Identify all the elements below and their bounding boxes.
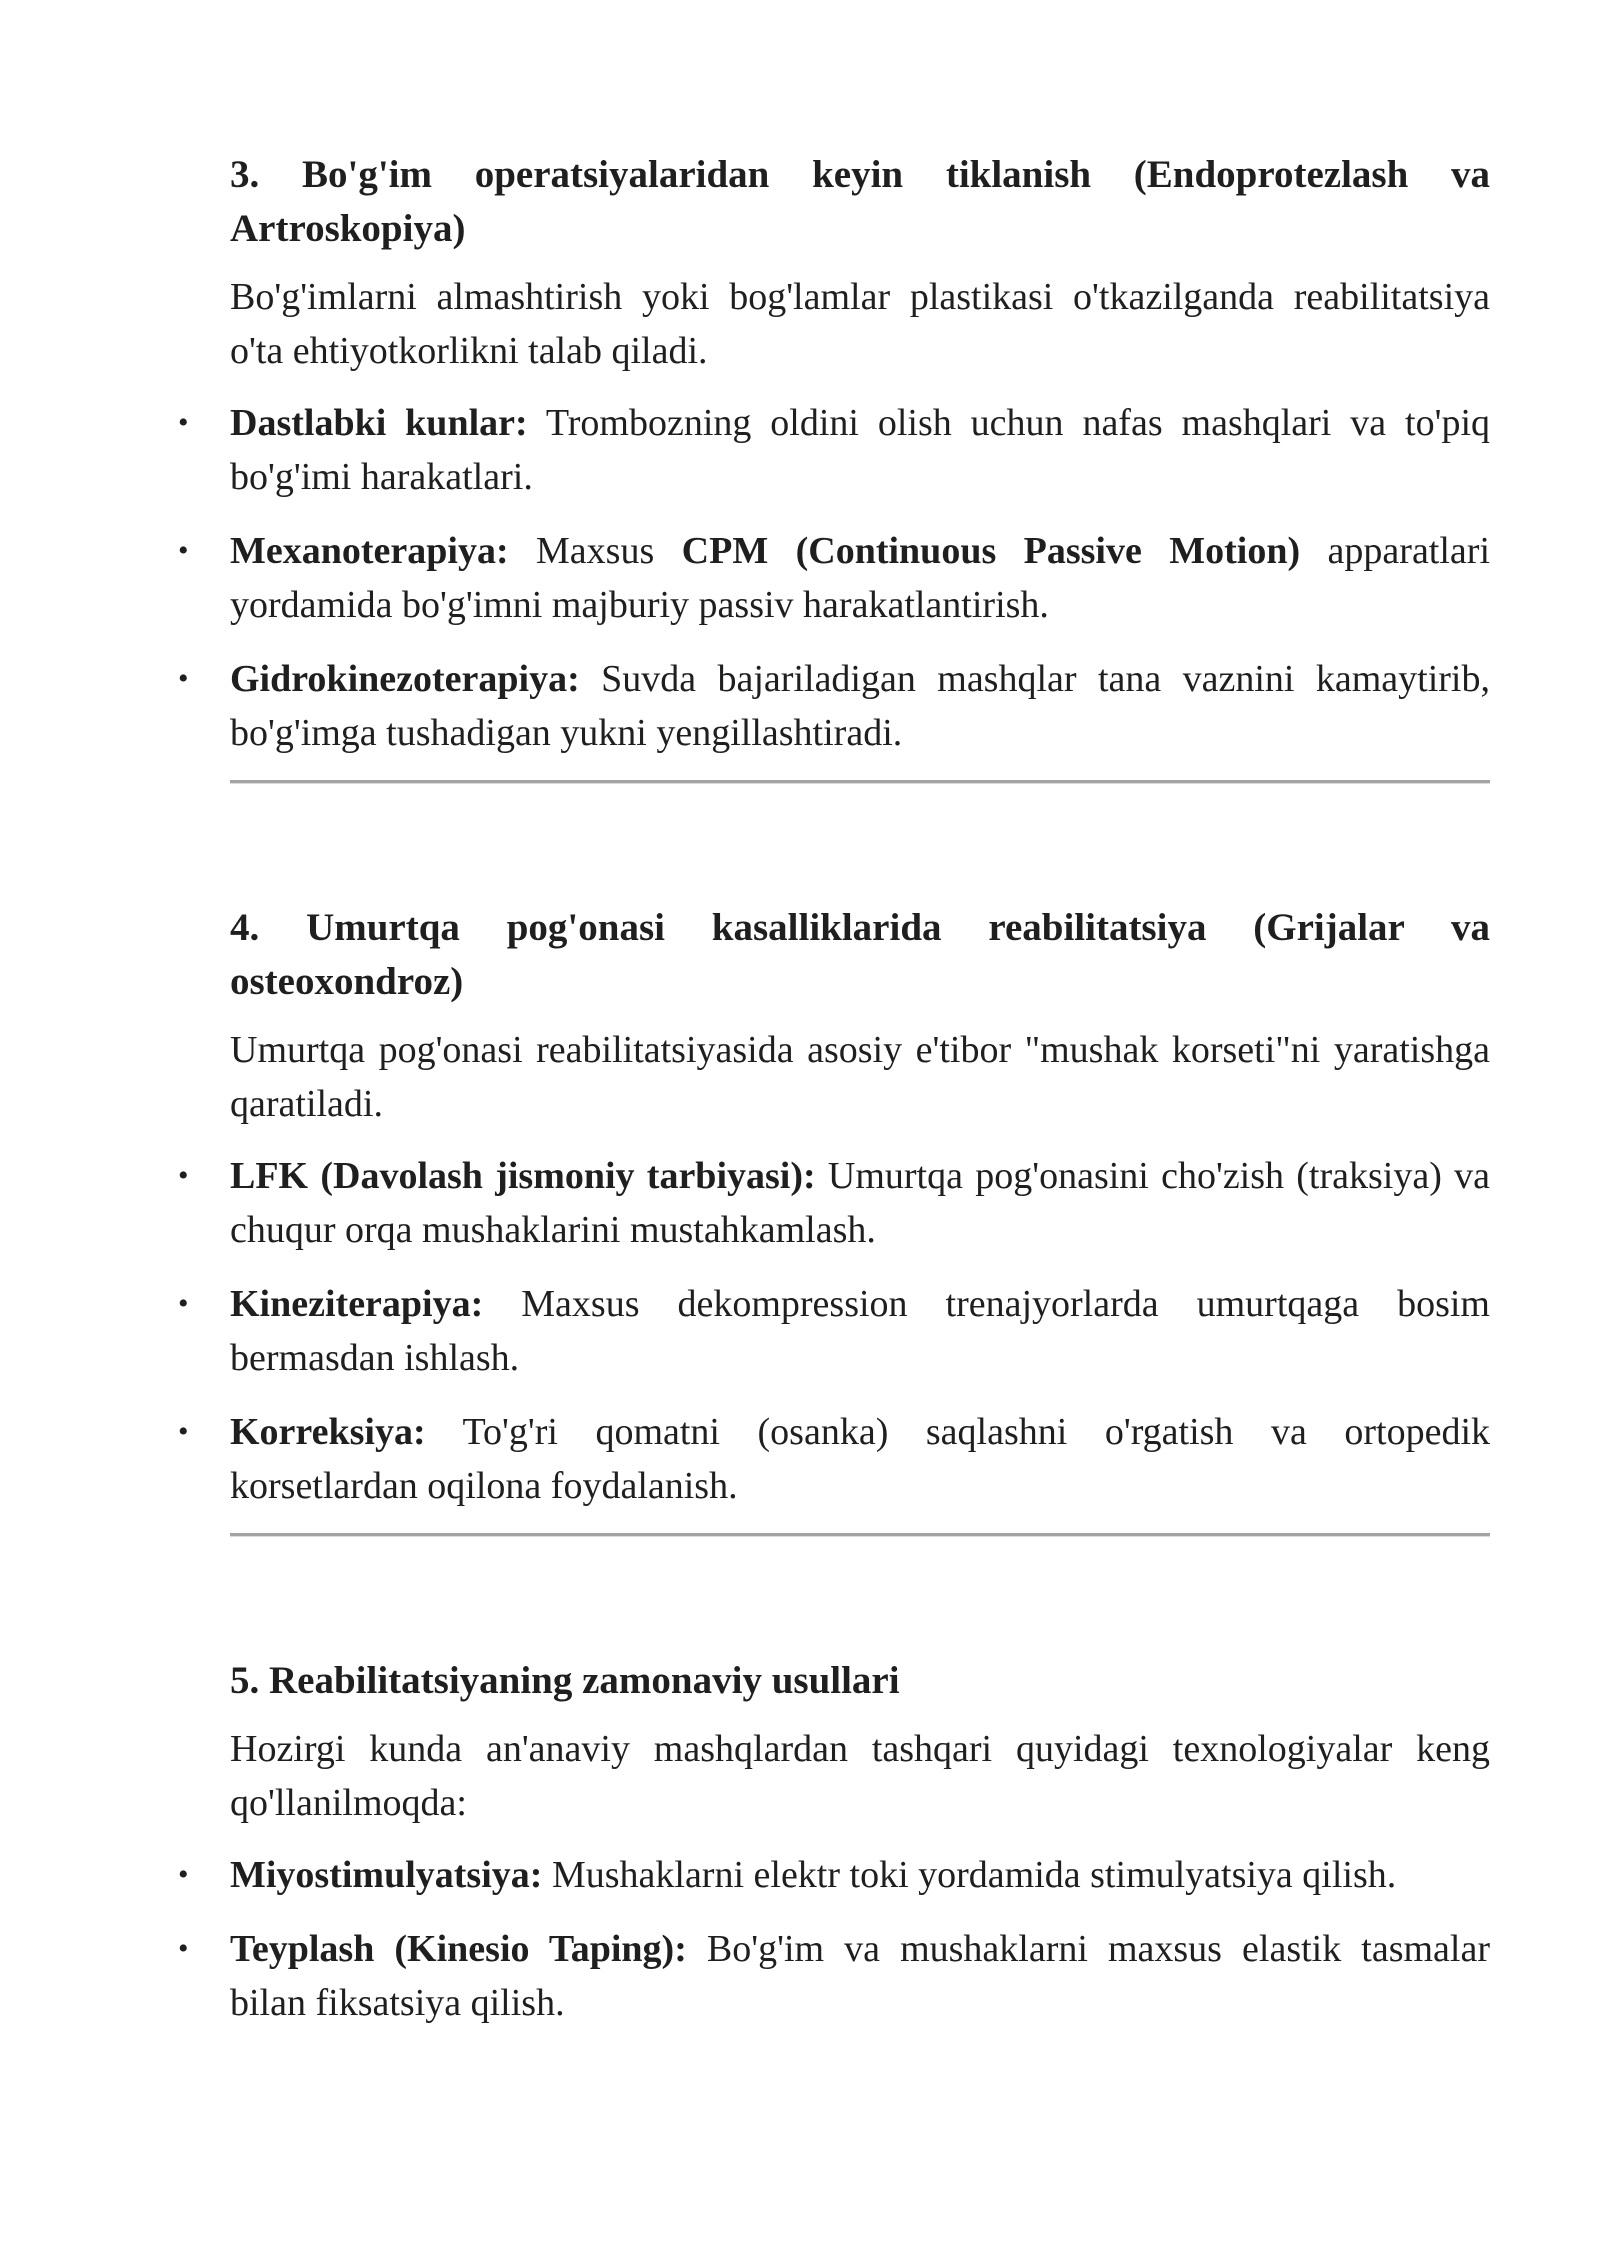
bullet-list — [178, 1848, 1490, 2030]
list-item — [178, 1277, 1490, 1385]
item-term: Dastlabki kunlar: — [230, 402, 528, 444]
item-text: Suvda bajariladigan mashqlar tana vaznini kamaytirib, bo'g'imga tushadigan yukni yengillashtiradi. — [230, 658, 1490, 754]
bullet-icon: • — [178, 534, 189, 567]
section-heading: 5. Reabilitatsiyaning zamonaviy usullari — [230, 1659, 900, 1702]
bullet-icon: • — [178, 406, 189, 439]
bullet-icon: • — [178, 1858, 189, 1891]
item-text: Bo'g'im va mushaklarni maxsus elastik tasmalar bilan fiksatsiya qilish. — [230, 1928, 1490, 2024]
item-text: To'g'ri qomatni (osanka) saqlashni o'rgatish va ortopedik korsetlardan oqilona foydalanish. — [230, 1411, 1490, 1507]
item-text: Maxsus dekompression trenajyorlarda umurtqaga bosim bermasdan ishlash. — [230, 1283, 1490, 1379]
bullet-list — [178, 396, 1490, 760]
item-text: Mushaklarni elektr toki yordamida stimulyatsiya qilish. — [542, 1854, 1397, 1896]
item-term: Kineziterapiya: — [230, 1283, 484, 1325]
item-text: apparatlari yordamida bo'g'imni majburiy passiv harakatlantirish. — [230, 530, 1490, 626]
section-intro: Bo'g'imlarni almashtirish yoki bog'lamlar plastikasi o'tkazilganda reabilitatsiya o'ta ehtiyotkorlikni talab qiladi. — [230, 276, 1490, 372]
item-text: Trombozning oldini olish uchun nafas mashqlari va to'piq bo'g'imi harakatlari. — [230, 402, 1490, 498]
section-intro: Hozirgi kunda an'anaviy mashqlardan tashqari quyidagi texnologiyalar keng qo'llanilmoqda: — [230, 1728, 1490, 1824]
section-gap — [230, 783, 1490, 901]
list-item — [178, 524, 1490, 632]
list-item — [178, 396, 1490, 504]
list-item — [178, 652, 1490, 760]
bullet-icon: • — [178, 1415, 189, 1448]
section-5 — [178, 1654, 1490, 2030]
list-item — [178, 1405, 1490, 1513]
list-item — [178, 1848, 1490, 1902]
bullet-list — [178, 1149, 1490, 1513]
item-emphasis: CPM (Continuous Passive Motion) — [681, 530, 1301, 572]
section-3 — [178, 148, 1490, 783]
item-term: LFK (Davolash jismoniy tarbiyasi): — [230, 1155, 816, 1197]
item-term: Miyostimulyatsiya: — [230, 1854, 543, 1896]
item-term: Gidrokinezoterapiya: — [230, 658, 580, 700]
section-heading: 4. Umurtqa pog'onasi kasalliklarida reabilitatsiya (Grijalar va osteoxondroz) — [230, 906, 1490, 1003]
section-intro: Umurtqa pog'onasi reabilitatsiyasida asosiy e'tibor "mushak korseti"ni yaratishga qaratiladi. — [230, 1029, 1490, 1125]
section-heading: 3. Bo'g'im operatsiyalaridan keyin tiklanish (Endoprotezlash va Artroskopiya) — [230, 153, 1490, 250]
item-text: Umurtqa pog'onasini cho'zish (traksiya) va chuqur orqa mushaklarini mustahkamlash. — [230, 1155, 1490, 1251]
section-gap — [230, 1536, 1490, 1654]
item-term: Teyplash (Kinesio Taping): — [230, 1928, 687, 1970]
item-text: Maxsus — [508, 530, 682, 572]
bullet-icon: • — [178, 1932, 189, 1965]
list-item — [178, 1922, 1490, 2030]
bullet-icon: • — [178, 1159, 189, 1192]
bullet-icon: • — [178, 662, 189, 695]
item-term: Mexanoterapiya: — [230, 530, 509, 572]
list-item — [178, 1149, 1490, 1257]
item-term: Korreksiya: — [230, 1411, 426, 1453]
bullet-icon: • — [178, 1287, 189, 1320]
section-4 — [178, 901, 1490, 1536]
